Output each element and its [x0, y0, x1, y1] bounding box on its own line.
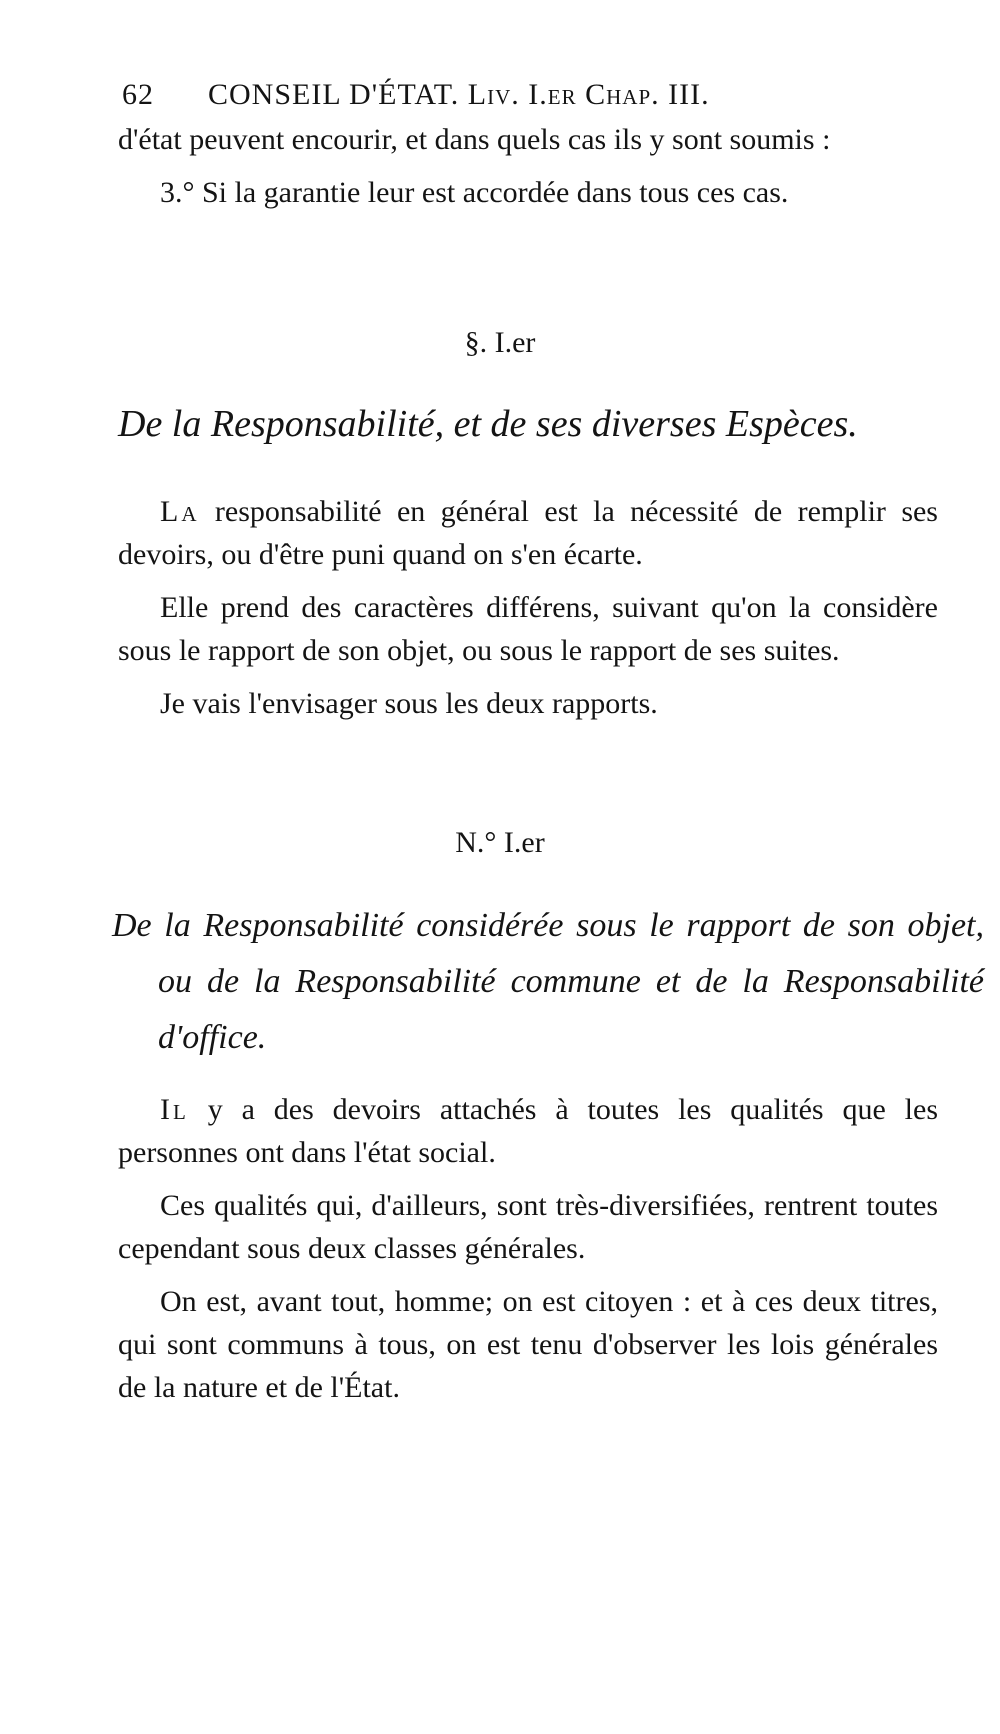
paragraph-text: responsabilité en général est la nécessité de remplir ses devoirs, ou d'être puni quand on s'en écarte. — [118, 495, 938, 571]
body-paragraph: Elle prend des caractères différens, suivant qu'on la considère sous le rapport de son objet, ou sous le rapport de ses suites. — [118, 591, 938, 667]
subsection-body — [118, 1088, 938, 1419]
section-number: §. I.er — [464, 326, 536, 359]
drop-cap: La — [160, 495, 200, 528]
subsection-number: N.° I.er — [455, 826, 545, 859]
drop-cap: Il — [160, 1093, 189, 1126]
body-paragraph — [118, 490, 938, 576]
page-header — [122, 78, 942, 112]
intro-text — [118, 118, 938, 224]
section-title: De la Responsabilité, et de ses diverses Espèces. — [118, 403, 858, 445]
body-paragraph — [118, 1088, 938, 1174]
intro-paragraph: 3.° Si la garantie leur est accordée dans tous ces cas. — [160, 176, 789, 209]
body-paragraph: On est, avant tout, homme; on est citoyen : et à ces deux titres, qui sont communs à tous, on est tenu d'observer les lois générales de la nature et de l'État. — [118, 1285, 938, 1404]
body-paragraph: Je vais l'envisager sous les deux rapports. — [160, 687, 658, 720]
section-body — [118, 490, 938, 735]
paragraph-text: y a des devoirs attachés à toutes les qualités que les personnes ont dans l'état social. — [118, 1093, 938, 1169]
intro-paragraph: d'état peuvent encourir, et dans quels cas ils y sont soumis : — [118, 123, 831, 156]
running-title: CONSEIL D'ÉTAT. Liv. I.er Chap. III. — [208, 78, 710, 111]
body-paragraph: Ces qualités qui, d'ailleurs, sont très-diversifiées, rentrent toutes cependant sous deux classes générales. — [118, 1189, 938, 1265]
page-number: 62 — [122, 78, 154, 111]
subsection-title: De la Responsabilité considérée sous le rapport de son objet, ou de la Responsabilité commune et de la Responsabilité d'office. — [112, 907, 984, 1056]
